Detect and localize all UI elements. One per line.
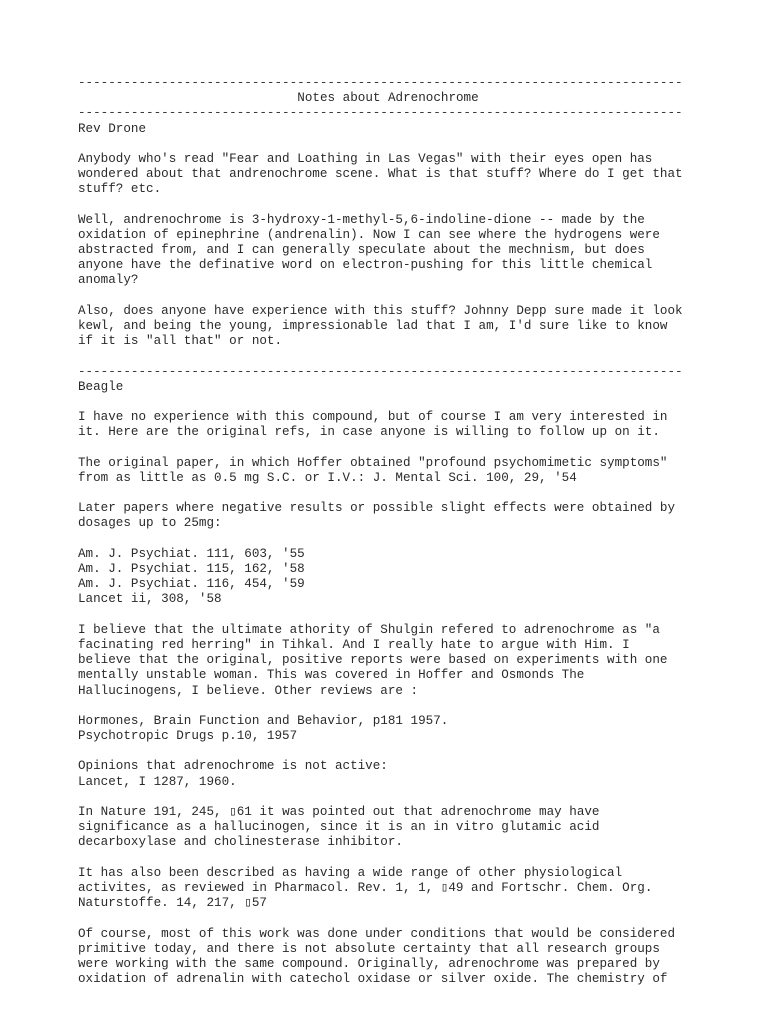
reference-item: Am. J. Psychiat. 115, 162, '58: [78, 562, 305, 576]
paragraph: I have no experience with this compound, but of course I am very interested in it. Here are the original refs, in case anyone is willing to follow up on it.: [78, 410, 668, 440]
reference-item: Psychotropic Drugs p.10, 1957: [78, 729, 298, 744]
paragraph: Well, andrenochrome is 3-hydroxy-1-methyl-5,6-indoline-dione -- made by the oxidation of epinephrine (andrenalin). Now I can see where the hydrogens were abstracted from, and I can generally speculate about the mechnism, but does anyone have the definative word on electron-pushing for this little chemical anomaly?: [78, 212, 660, 288]
paragraph: Also, does anyone have experience with this stuff? Johnny Depp sure made it look kewl, and being the young, impressionable lad that I am, I'd sure like to know if it is "all that" or not.: [78, 303, 683, 349]
reference-list: [78, 714, 698, 744]
reference-item: Lancet ii, 308, '58: [78, 592, 222, 607]
paragraph: Later papers where negative results or possible slight effects were obtained by dosages up to 25mg:: [78, 501, 676, 531]
paragraph: The original paper, in which Hoffer obtained "profound psychomimetic symptoms" from as little as 0.5 mg S.C. or I.V.: J. Mental Sci. 100, 29, '54: [78, 455, 668, 485]
paragraph: Opinions that adrenochrome is not active: Lancet, I 1287, 1960.: [78, 759, 388, 789]
document-title: Notes about Adrenochrome: [297, 91, 479, 106]
paragraph: In Nature 191, 245, ▯61 it was pointed out that adrenochrome may have significance as a hallucinogen, since it is an in vitro glutamic acid decarboxylase and cholinesterase inhibitor.: [78, 805, 600, 850]
reference-item: Am. J. Psychiat. 116, 454, '59: [78, 577, 305, 592]
divider-rule: --------------------------------------------------------------------------------: [78, 364, 683, 379]
paragraph: Anybody who's read "Fear and Loathing in Las Vegas" with their eyes open has wondered about that andrenochrome scene. What is that stuff? Where do I get that stuff? etc.: [78, 151, 683, 197]
post-author: Beagle: [78, 379, 124, 394]
post-author: Rev Drone: [78, 121, 147, 136]
paragraph: I believe that the ultimate athority of Shulgin refered to adrenochrome as "a facinating red herring" in Tihkal. And I really hate to argue with Him. I believe that the original, positive reports were based on experiments with one mentally unstable woman. This was covered in Hoffer and Osmonds The Hallucinogens, I believe. Other reviews are :: [78, 622, 668, 698]
document-page: [78, 76, 698, 987]
reference-item: Am. J. Psychiat. 111, 603, '55: [78, 546, 305, 561]
divider-rule: --------------------------------------------------------------------------------: [78, 106, 683, 121]
paragraph: It has also been described as having a wide range of other physiological activites, as reviewed in Pharmacol. Rev. 1, 1, ▯49 and Fortschr. Chem. Org. Naturstoffe. 14, 217, ▯57: [78, 865, 653, 911]
divider-rule: --------------------------------------------------------------------------------: [78, 76, 683, 90]
paragraph: Of course, most of this work was done under conditions that would be considered primitive today, and there is not absolute certainty that all research groups were working with the same compound. Originally, adrenochrome was prepared by oxidation of adrenalin with catechol oxidase or silver oxide. The chemistry of: [78, 926, 676, 987]
reference-list: [78, 547, 698, 608]
reference-item: Hormones, Brain Function and Behavior, p181 1957.: [78, 713, 449, 728]
